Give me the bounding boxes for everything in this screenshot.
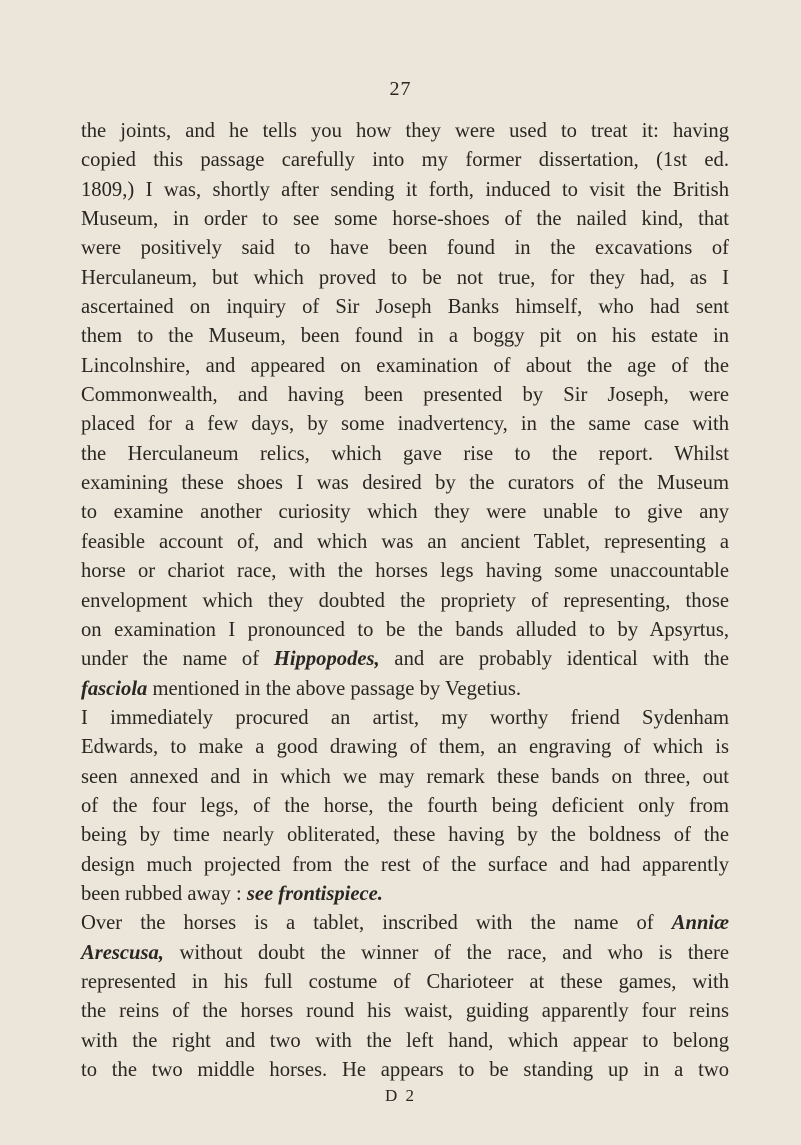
text-line: the reins of the horses round his waist, guiding apparently four reins [81, 1000, 729, 1023]
italic-term-hippopodes: Hippopodes, [273, 648, 380, 671]
page-number: 27 [389, 78, 412, 100]
text-line: were positively said to have been found in the excavations of [81, 237, 729, 260]
text-line: Herculaneum, but which proved to be not true, for they had, as I [81, 266, 729, 289]
body-text [81, 117, 729, 1085]
text-run: and are probably identical with the [379, 648, 729, 671]
text-line [81, 939, 729, 968]
italic-reference-frontispiece: see frontispiece. [246, 882, 383, 905]
italic-term-fasciola: fasciola [81, 677, 148, 700]
text-line: ascertained on inquiry of Sir Joseph Banks himself, who had sent [81, 296, 729, 319]
italic-name-arescusa: Arescusa, [81, 941, 164, 964]
text-line: envelopment which they doubted the propriety of representing, those [81, 589, 729, 612]
text-line: Edwards, to make a good drawing of them, an engraving of which is [81, 736, 729, 759]
text-line: design much projected from the rest of the surface and had apparently [81, 853, 729, 876]
text-line: being by time nearly obliterated, these having by the boldness of the [81, 824, 729, 847]
text-line: Commonwealth, and having been presented by Sir Joseph, were [81, 384, 729, 407]
text-line: the joints, and he tells you how they were used to treat it: having [81, 120, 729, 142]
text-line: on examination I pronounced to be the bands alluded to by Apsyrtus, [81, 618, 729, 641]
text-run: under the name of [81, 648, 274, 671]
text-line: horse or chariot race, with the horses legs having some unaccountable [81, 560, 729, 583]
text-line: feasible account of, and which was an ancient Tablet, representing a [81, 530, 729, 553]
signature-mark: D 2 [384, 1086, 417, 1105]
text-line: 1809,) I was, shortly after sending it forth, induced to visit the British [81, 178, 729, 201]
text-line: them to the Museum, been found in a boggy pit on his estate in [81, 325, 729, 348]
text-line: I immediately procured an artist, my worthy friend Sydenham [81, 706, 729, 729]
text-line: copied this passage carefully into my former dissertation, (1st ed. [81, 149, 729, 172]
text-run: mentioned in the above passage by Vegetius. [147, 677, 522, 700]
text-line [81, 880, 729, 909]
text-line [81, 675, 729, 704]
text-run: Over the horses is a tablet, inscribed with the name of [81, 912, 672, 935]
text-line: represented in his full costume of Charioteer at these games, with [81, 970, 729, 993]
text-line: placed for a few days, by some inadvertency, in the same case with [81, 413, 729, 436]
text-line: to examine another curiosity which they were unable to give any [81, 501, 729, 524]
italic-name-anniae: Anniæ [671, 912, 729, 935]
text-line: with the right and two with the left hand, which appear to belong [81, 1029, 729, 1052]
text-line [81, 645, 729, 674]
text-line: Museum, in order to see some horse-shoes of the nailed kind, that [81, 208, 729, 231]
text-line: the Herculaneum relics, which gave rise to the report. Whilst [81, 442, 729, 465]
text-line [81, 909, 729, 938]
text-run: without doubt the winner of the race, and who is there [163, 941, 729, 964]
text-run: been rubbed away : [81, 882, 247, 905]
text-line: seen annexed and in which we may remark these bands on three, out [81, 765, 729, 788]
text-line: of the four legs, of the horse, the fourth being deficient only from [81, 794, 729, 817]
text-line: Lincolnshire, and appeared on examination of about the age of the [81, 354, 729, 377]
text-line: examining these shoes I was desired by the curators of the Museum [81, 472, 729, 495]
text-line: to the two middle horses. He appears to be standing up in a two [81, 1059, 729, 1081]
